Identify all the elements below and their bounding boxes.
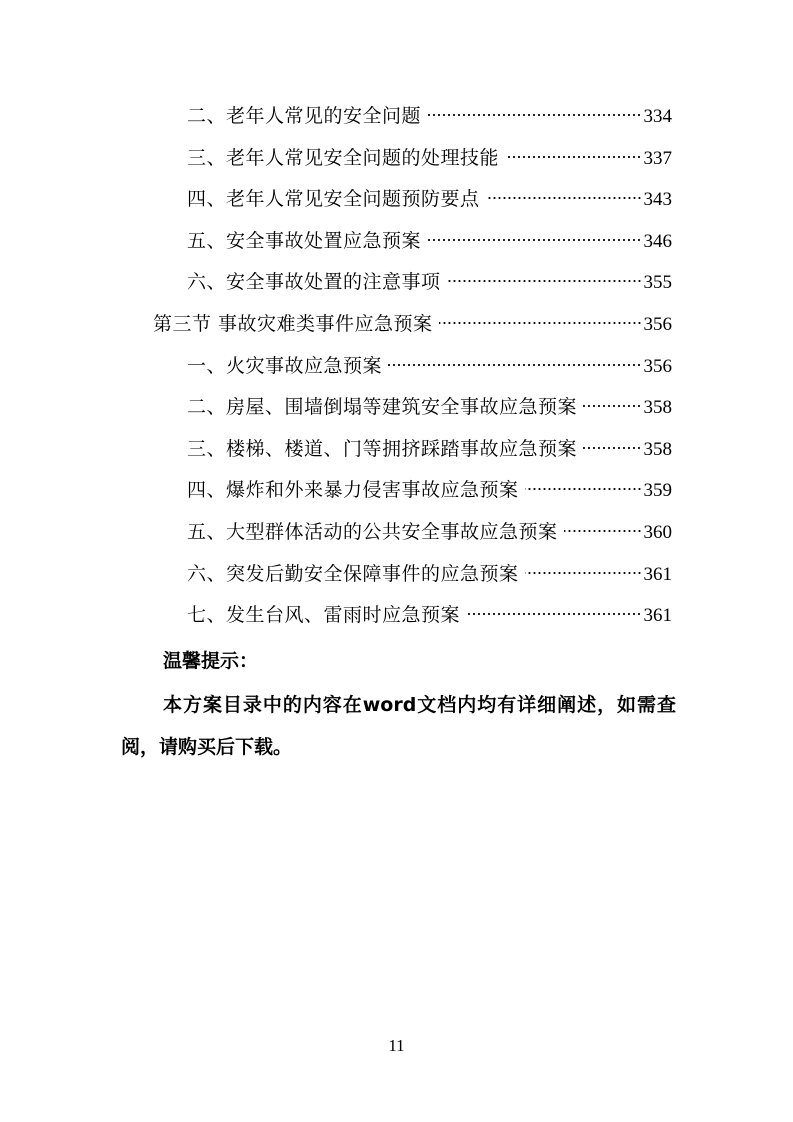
- toc-entry[interactable]: [0, 179, 793, 221]
- toc-dot-leader: [439, 321, 642, 325]
- toc-entry-title: 五、安全事故处置应急预案: [187, 229, 422, 252]
- toc-entry-title: 第三节 事故灾难类事件应急预案: [153, 312, 433, 335]
- toc-entry[interactable]: [0, 554, 793, 596]
- toc-dot-leader: [466, 612, 641, 616]
- toc-dot-leader: [427, 113, 641, 117]
- toc-entry-title: 三、楼梯、楼道、门等拥挤踩踏事故应急预案: [187, 437, 578, 460]
- toc-entry-title: 六、安全事故处置的注意事项: [187, 271, 441, 294]
- toc-entry-page: 360: [643, 521, 672, 543]
- toc-entry-page: 337: [643, 147, 672, 169]
- page-number: 11: [388, 1036, 405, 1055]
- toc-entry[interactable]: [0, 262, 793, 304]
- toc-entry[interactable]: [0, 96, 793, 138]
- toc-entry[interactable]: [0, 429, 793, 471]
- toc-entry-page: 356: [643, 355, 672, 377]
- toc-entry-page: 343: [643, 189, 672, 211]
- toc-entry-title: 四、爆炸和外来暴力侵害事故应急预案: [187, 479, 519, 502]
- toc-entry[interactable]: [0, 138, 793, 180]
- toc-dot-leader: [525, 571, 642, 575]
- toc-entry[interactable]: [0, 595, 793, 637]
- toc-entry-page: 358: [643, 397, 672, 419]
- toc-dot-leader: [525, 487, 642, 491]
- toc-entry-title: 六、突发后勤安全保障事件的应急预案: [187, 562, 519, 585]
- toc-entry-title: 一、火灾事故应急预案: [187, 354, 383, 377]
- table-of-contents: [0, 96, 793, 637]
- toc-entry-page: 361: [643, 563, 672, 585]
- toc-dot-leader: [583, 446, 641, 450]
- toc-entry-title: 四、老年人常见安全问题预防要点: [187, 188, 480, 211]
- toc-section-entry[interactable]: [0, 304, 793, 346]
- note-heading: 温馨提示：: [163, 650, 259, 672]
- toc-entry-title: 七、发生台风、雷雨时应急预案: [187, 604, 461, 627]
- toc-entry-title: 二、老年人常见的安全问题: [187, 105, 422, 127]
- toc-dot-leader: [583, 404, 641, 408]
- toc-entry-page: 358: [643, 438, 672, 460]
- toc-entry-page: 356: [643, 313, 672, 335]
- toc-dot-leader: [505, 155, 641, 159]
- toc-entry-page: 355: [643, 272, 672, 294]
- toc-entry-title: 三、老年人常见安全问题的处理技能: [187, 146, 500, 169]
- toc-entry[interactable]: [0, 221, 793, 263]
- toc-dot-leader: [486, 196, 642, 200]
- toc-entry-page: 346: [643, 230, 672, 252]
- toc-entry-page: 361: [643, 605, 672, 627]
- note-body: 本方案目录中的内容在word文档内均有详细阐述，如需查阅，请购买后下载。: [121, 694, 676, 758]
- toc-dot-leader: [564, 529, 642, 533]
- toc-entry-title: 五、大型群体活动的公共安全事故应急预案: [187, 520, 558, 543]
- toc-entry-title: 二、房屋、围墙倒塌等建筑安全事故应急预案: [187, 396, 578, 419]
- toc-dot-leader: [388, 363, 641, 367]
- toc-entry-page: 359: [643, 480, 672, 502]
- toc-entry-page: 334: [643, 106, 672, 127]
- toc-entry[interactable]: [0, 470, 793, 512]
- toc-entry[interactable]: [0, 387, 793, 429]
- toc-entry[interactable]: [0, 512, 793, 554]
- toc-dot-leader: [447, 279, 642, 283]
- toc-entry[interactable]: [0, 346, 793, 388]
- toc-dot-leader: [427, 238, 641, 242]
